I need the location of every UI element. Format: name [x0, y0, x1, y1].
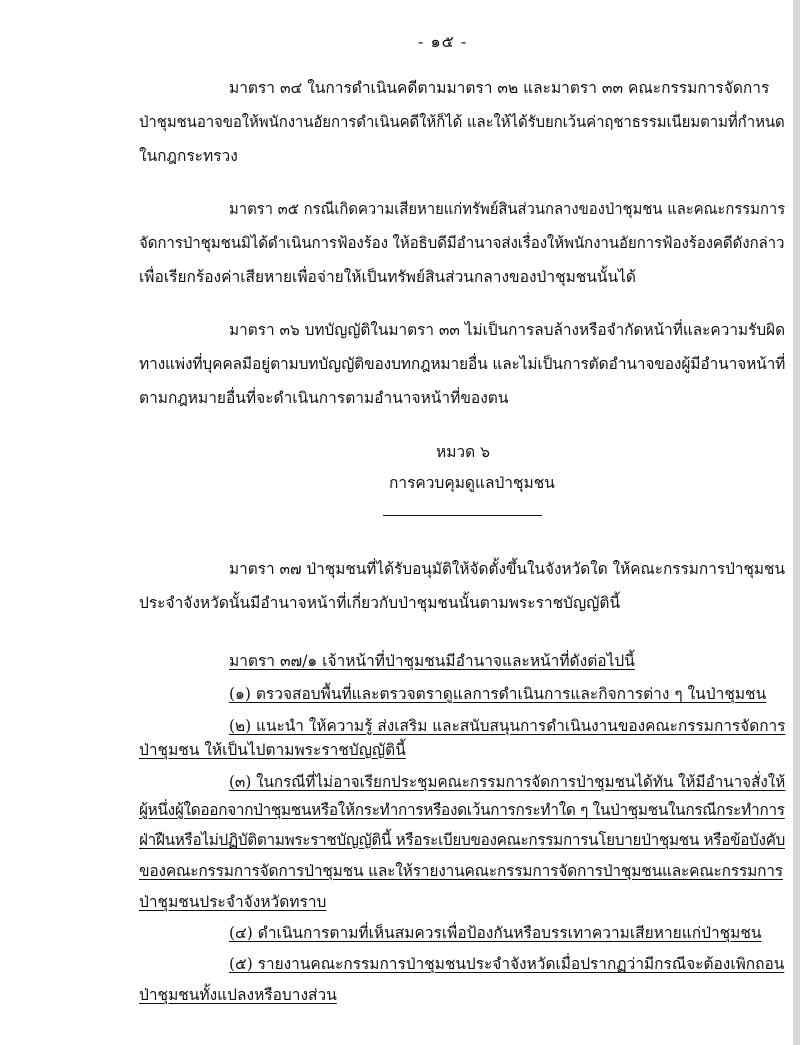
section-37-1-item-3-line-2: ผู้หนึ่งผู้ใดออกจากป่าชุมชนหรือให้กระทำการหรืองดเว้นการกระทำใด ๆ ในป่าชุมชนในกรณีกระทำการ [139, 801, 785, 819]
section-37-1-item-5-line-2: ป่าชุมชนทั้งแปลงหรือบางส่วน [139, 986, 337, 1004]
section-35-line-1: มาตรา ๓๕ กรณีเกิดความเสียหายแก่ทรัพย์สินส่วนกลางของป่าชุมชน และคณะกรรมการ [229, 200, 786, 218]
section-37-line-2: ประจำจังหวัดนั้นมีอำนาจหน้าที่เกี่ยวกับป่าชุมชนนั้นตามพระราชบัญญัตินี้ [139, 594, 621, 612]
section-36-line-3: ตามกฎหมายอื่นที่จะดำเนินการตามอำนาจหน้าที่ของตน [139, 389, 509, 407]
page-number: - ๑๕ - [418, 32, 468, 51]
section-35-line-3: เพื่อเรียกร้องค่าเสียหายเพื่อจ่ายให้เป็นทรัพย์สินส่วนกลางของป่าชุมชนนั้นได้ [139, 268, 636, 286]
section-36-line-2: ทางแพ่งที่บุคคลมีอยู่ตามบทบัญญัติของบทกฎหมายอื่น และไม่เป็นการตัดอำนาจของผู้มีอำนาจหน้าที่ [139, 355, 786, 373]
section-37-1-item-5-line-1: (๕) รายงานคณะกรรมการป่าชุมชนประจำจังหวัดเมื่อปรากฏว่ามีกรณีจะต้องเพิกถอน [229, 955, 785, 973]
section-37-1-item-1: (๑) ตรวจสอบพื้นที่และตรวจตราดูแลการดำเนินการและกิจการต่าง ๆ ในป่าชุมชน [229, 685, 767, 703]
section-34-line-3: ในกฎกระทรวง [139, 147, 238, 165]
chapter-divider [383, 515, 542, 516]
section-37-1-heading: มาตรา ๓๗/๑ เจ้าหน้าที่ป่าชุมชนมีอำนาจและหน้าที่ดังต่อไปนี้ [229, 652, 635, 670]
section-37-1-item-3-line-4: ของคณะกรรมการจัดการป่าชุมชน และให้รายงานคณะกรรมการจัดการป่าชุมชนและคณะกรรมการ [139, 862, 783, 880]
section-37-1-item-4: (๔) ดำเนินการตามที่เห็นสมควรเพื่อป้องกันหรือบรรเทาความเสียหายแก่ป่าชุมชน [229, 924, 762, 942]
chapter-number: หมวด ๖ [436, 443, 490, 461]
section-37-line-1: มาตรา ๓๗ ป่าชุมชนที่ได้รับอนุมัติให้จัดตั้งขึ้นในจังหวัดใด ให้คณะกรรมการป่าชุมชน [229, 560, 785, 578]
section-37-1-item-3-line-5: ป่าชุมชนประจำจังหวัดทราบ [139, 893, 327, 911]
section-34-line-1: มาตรา ๓๔ ในการดำเนินคดีตามมาตรา ๓๒ และมาตรา ๓๓ คณะกรรมการจัดการ [229, 79, 770, 97]
section-34-line-2: ป่าชุมชนอาจขอให้พนักงานอัยการดำเนินคดีให้ก็ได้ และให้ได้รับยกเว้นค่าฤชาธรรมเนียมตามที่กำหนด [139, 113, 785, 131]
section-36-line-1: มาตรา ๓๖ บทบัญญัติในมาตรา ๓๓ ไม่เป็นการลบล้างหรือจำกัดหน้าที่และความรับผิด [229, 321, 786, 339]
scan-edge-right [793, 0, 800, 1045]
section-35-line-2: จัดการป่าชุมชนมิได้ดำเนินการฟ้องร้อง ให้อธิบดีมีอำนาจส่งเรื่องให้พนักงานอัยการฟ้องร้องคดีดังกล่าว [139, 234, 785, 252]
chapter-title: การควบคุมดูแลป่าชุมชน [389, 474, 555, 492]
section-37-1-item-3-line-1: (๓) ในกรณีที่ไม่อาจเรียกประชุมคณะกรรมการจัดการป่าชุมชนได้ทัน ให้มีอำนาจสั่งให้ [229, 773, 786, 791]
section-37-1-item-2-line-1: (๒) แนะนำ ให้ความรู้ ส่งเสริม และสนับสนุนการดำเนินงานของคณะกรรมการจัดการ [229, 717, 786, 735]
section-37-1-item-2-line-2: ป่าชุมชน ให้เป็นไปตามพระราชบัญญัตินี้ [139, 741, 406, 759]
section-37-1-item-3-line-3: ฝ่าฝืนหรือไม่ปฏิบัติตามพระราชบัญญัตินี้ หรือระเบียบของคณะกรรมการนโยบายป่าชุมชน หรือข้อบังคับ [139, 831, 786, 849]
